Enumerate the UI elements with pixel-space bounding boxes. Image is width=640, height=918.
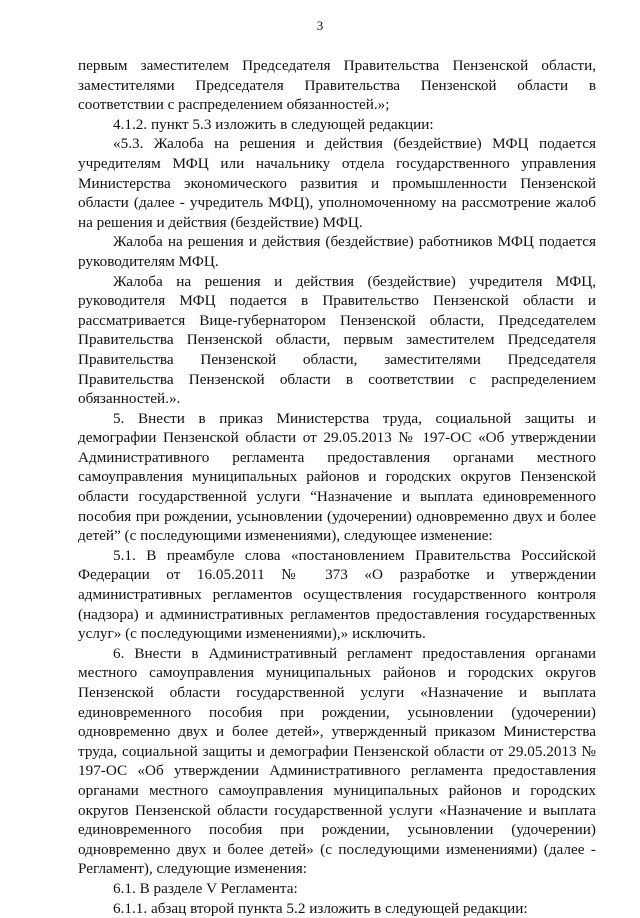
document-body (78, 56, 596, 918)
paragraph-item-5: 5. Внести в приказ Министерства труда, социальной защиты и демографии Пензенской области от 29.05.2013 № 197-ОС «Об утверждении Административного регламента предоставления органами местного самоуправления муниципальных районов и городских округов Пензенской области государственной услуги “Назначение и выплата единовременного пособия при рождении, усыновлении (удочерении) одновременно двух и более детей” (с последующими изменениями), следующее изменение: (78, 409, 596, 545)
paragraph-complaint-founder: Жалоба на решения и действия (бездействие) учредителя МФЦ, руководителя МФЦ подается в Правительство Пензенской области и рассматривается Вице-губернатором Пензенской области, Председателем Правительства Пензенской области, первым заместителем Председателя Правительства Пензенской области, заместителями Председателя Правительства Пензенской области в соответствии с распределением обязанностей.». (78, 272, 596, 408)
paragraph-item-5-3: «5.3. Жалоба на решения и действия (бездействие) МФЦ подается учредителям МФЦ или начальнику отдела государственного управления Министерства экономического развития и промышленности Пензенской области (далее - учредитель МФЦ), уполномоченному на рассмотрение жалоб на решения и действия (бездействие) МФЦ. (78, 135, 596, 231)
paragraph-complaint-workers: Жалоба на решения и действия (бездействие) работников МФЦ подается руководителям МФЦ. (78, 233, 596, 270)
page-number: 3 (316, 18, 324, 33)
paragraph-item-6: 6. Внести в Административный регламент предоставления органами местного самоуправления муниципальных районов и городских округов Пензенской области государственной услуги «Назначение и выплата единовременного пособия при рождении, усыновлении (удочерении) одновременно двух и более детей», утвержденный приказом Министерства труда, социальной защиты и демографии Пензенской области от 29.05.2013 № 197-ОС «Об утверждении Административного регламента предоставления органами местного самоуправления муниципальных районов и городских округов Пензенской области государственной услуги «Назначение и выплата единовременного пособия при рождении, усыновлении (удочерении) одновременно двух и более детей» (с последующими изменениями) (далее - Регламент), следующие изменения: (78, 644, 596, 878)
paragraph-item-6-1-1: 6.1.1. абзац второй пункта 5.2 изложить в следующей редакции: (113, 899, 528, 917)
paragraph-continuation: первым заместителем Председателя Правительства Пензенской области, заместителями Председателя Правительства Пензенской области в соответствии с распределением обязанностей.»; (78, 57, 596, 114)
paragraph-item-4-1-2: 4.1.2. пункт 5.3 изложить в следующей редакции: (113, 115, 434, 133)
paragraph-item-5-1: 5.1. В преамбуле слова «постановлением Правительства Российской Федерации от 16.05.2011 № 373 «О разработке и утверждении административных регламентов осуществления государственного контроля (надзора) и административных регламентов предоставления государственных услуг» (с последующими изменениями),» исключить. (78, 546, 596, 643)
paragraph-item-6-1: 6.1. В разделе V Регламента: (113, 879, 298, 897)
